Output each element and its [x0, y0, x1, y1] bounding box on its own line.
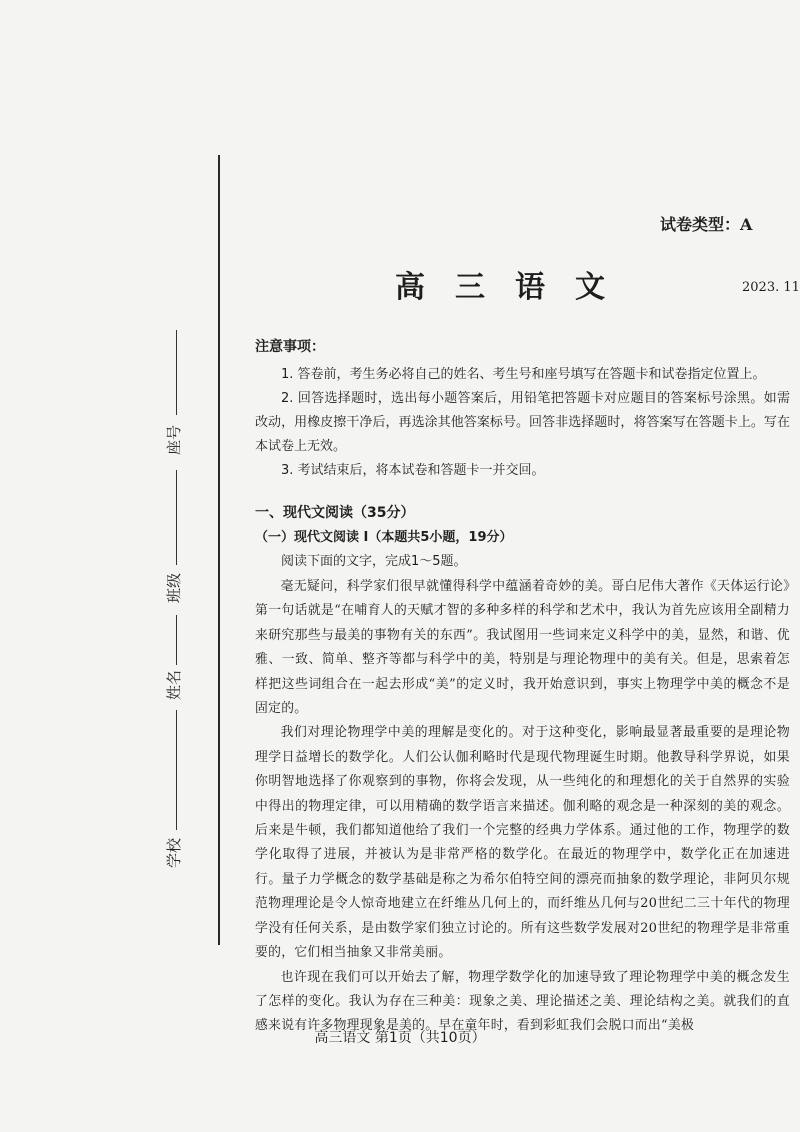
notice-item: 3. 考试结束后，将本试卷和答题卡一并交回。	[281, 463, 545, 478]
exam-date: 2023. 11	[742, 280, 800, 295]
notice	[255, 336, 790, 483]
reading-passage	[255, 575, 790, 1039]
passage-paragraph: 我们对理论物理学中美的理解是变化的。对于这种变化，影响最显著最重要的是理论物理学日益增长的数学化。人们公认伽利略时代是现代物理诞生时期。他教导科学界说，如果你明智地选择了你观察到的事物，你将会发现，从一些纯化的和理想化的关于自然界的实验中得出的物理定律，可以用精确的数学语言来描述。伽利略的观念是一种深刻的美的观念。后来是牛顿，我们都知道他给了我们一个完整的经典力学体系。通过他的工作，物理学的数学化取得了进展，并被认为是非常严格的数学化。在最近的物理学中，数学化正在加速进行。量子力学概念的数学基础是称之为希尔伯特空间的漂亮而抽象的数学理论，非阿贝尔规范物理理论是令人惊奇地建立在纤维丛几何上的，而纤维丛几何与20世纪二三十年代的物理学没有任何关系，是由数学家们独立讨论的。所有这些数学发展对20世纪的物理学是非常重要的，它们相当抽象又非常美丽。	[255, 725, 790, 961]
school-blank[interactable]	[176, 710, 177, 830]
section-heading: 一、现代文阅读（35分）	[255, 505, 415, 521]
passage-paragraph: 毫无疑问，科学家们很早就懂得科学中蕴涵着奇妙的美。哥白尼伟大著作《天体运行论》第一句话就是“在哺育人的天赋才智的多种多样的科学和艺术中，我认为首先应该用全副精力来研究那些与最美的事物有关的东西”。我试图用一些词来定义科学中的美，显然，和谐、优雅、一致、简单、整齐等都与科学中的美，特别是与理论物理中的美有关。但是，思索着怎样把这些词组合在一起去形成“美”的定义时，我开始意识到，事实上物理学中美的概念不是固定的。	[255, 579, 790, 717]
binding-line	[218, 155, 220, 945]
reading-instruction: 阅读下面的文字，完成1～5题。	[281, 554, 467, 569]
exam-title: 高三语文	[395, 270, 635, 305]
school-label: 学校	[165, 837, 183, 868]
seat-blank[interactable]	[176, 330, 177, 415]
class-blank[interactable]	[176, 470, 177, 565]
notice-item: 2. 回答选择题时，选出每小题答案后，用铅笔把答题卡对应题目的答案标号涂黑。如需改动，用橡皮擦干净后，再选涂其他答案标号。回答非选择题时，将答案写在答题卡上。写在本试卷上无效。	[255, 391, 790, 454]
notice-item: 1. 答卷前，考生务必将自己的姓名、考生号和座号填写在答题卡和试卷指定位置上。	[281, 367, 766, 382]
page-footer: 高三语文 第1页（共10页）	[314, 1030, 486, 1046]
sub-section-heading: （一）现代文阅读 I（本题共5小题，19分）	[255, 530, 513, 545]
class-label: 班级	[165, 572, 183, 603]
paper-type: 试卷类型：A	[660, 215, 753, 234]
seat-label: 座号	[165, 424, 183, 455]
name-label: 姓名	[165, 669, 183, 700]
exam-content	[255, 336, 790, 1039]
passage-paragraph: 也许现在我们可以开始去了解，物理学数学化的加速导致了理论物理学中美的概念发生了怎样的变化。我认为存在三种美：现象之美、理论描述之美、理论结构之美。就我们的直感来说有许多物理现象是美的。早在童年时，看到彩虹我们会脱口而出“美极	[255, 969, 790, 1034]
notice-heading: 注意事项：	[255, 339, 325, 355]
name-blank[interactable]	[176, 615, 177, 665]
